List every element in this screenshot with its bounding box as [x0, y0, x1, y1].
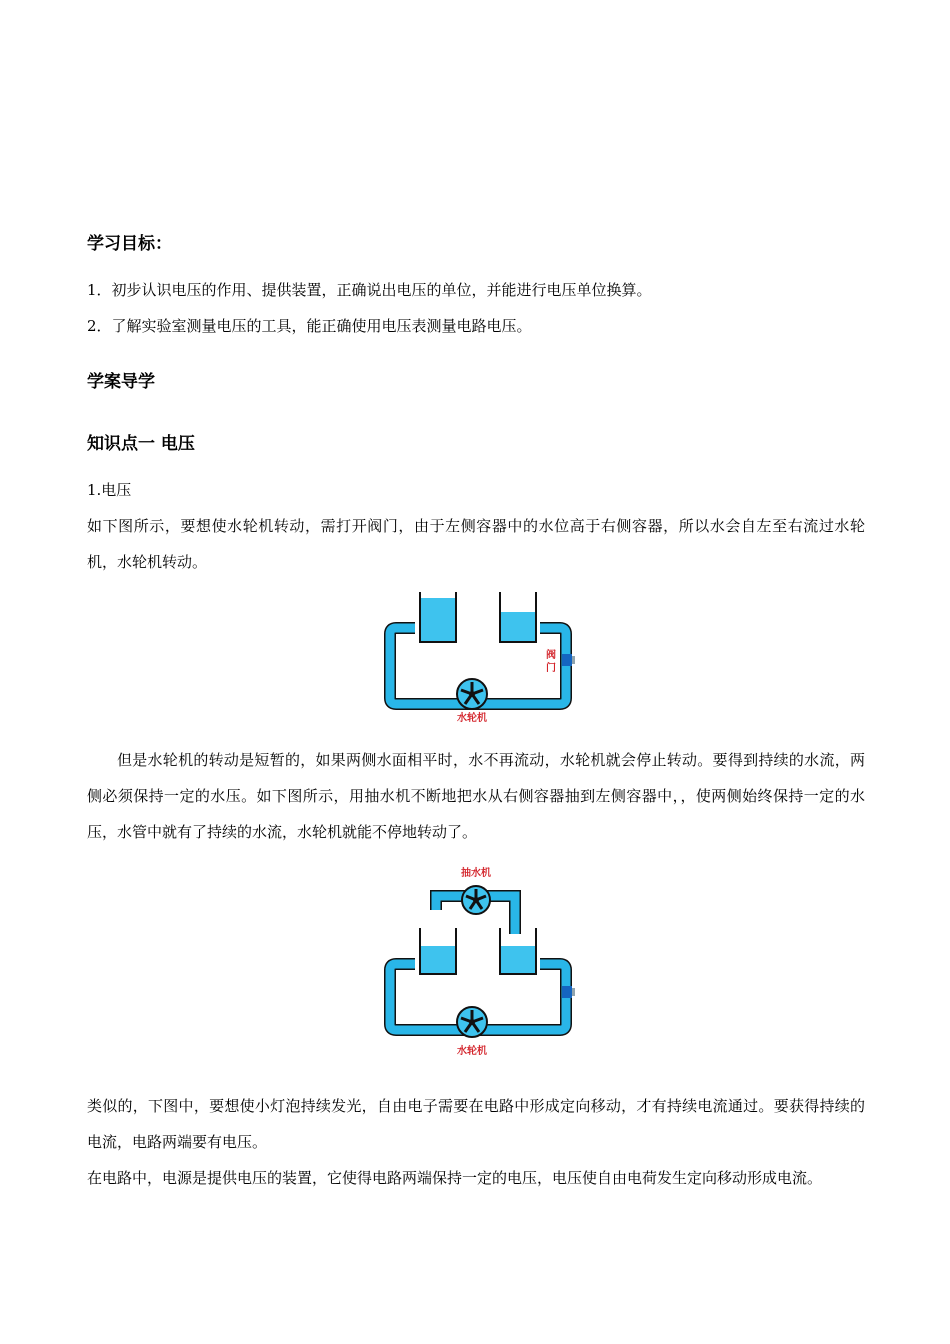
- valve-label-1: 阀: [546, 650, 556, 661]
- paragraph-2: 但是水轮机的转动是短暂的，如果两侧水面相平时，水不再流动，水轮机就会停止转动。要得到持续的水流，两侧必须保持一定的水压。如下图所示，用抽水机不断地把水从右侧容器抽到左侧容器中，，使两侧始终保持一定的水压，水管中就有了持续的水流，水轮机就能不停地转动了。: [87, 751, 865, 841]
- valve-icon: [562, 986, 572, 998]
- goal-item-2: 2．了解实验室测量电压的工具，能正确使用电压表测量电路电压。: [87, 317, 532, 335]
- turbine-icon: [457, 679, 487, 709]
- turbine-icon: [457, 1007, 487, 1037]
- water-turbine-figure: [380, 588, 580, 728]
- paragraph-3: 类似的，下图中，要想使小灯泡持续发光，自由电子需要在电路中形成定向移动，才有持续电流通过。要获得持续的电流，电路两端要有电压。: [87, 1097, 865, 1151]
- left-water: [420, 946, 456, 974]
- right-water: [500, 946, 536, 974]
- learning-goals-heading: 学习目标：: [87, 234, 172, 254]
- goal-item-1: 1．初步认识电压的作用、提供装置，正确说出电压的单位，并能进行电压单位换算。: [87, 281, 652, 299]
- pump-label: 抽水机: [461, 868, 491, 879]
- turbine-label: 水轮机: [457, 1046, 487, 1057]
- valve-label-2: 门: [546, 663, 556, 674]
- left-water: [420, 598, 456, 642]
- paragraph-4: 在电路中，电源是提供电压的装置，它使得电路两端保持一定的电压，电压使自由电荷发生定向移动形成电流。: [87, 1169, 823, 1187]
- voltage-subtitle: 1.电压: [87, 481, 132, 499]
- right-water: [500, 612, 536, 642]
- study-guide-heading: 学案导学: [87, 372, 155, 392]
- paragraph-1: 如下图所示，要想使水轮机转动，需打开阀门，由于左侧容器中的水位高于右侧容器，所以水会自左至右流过水轮机，水轮机转动。: [87, 517, 865, 571]
- valve-icon: [562, 654, 572, 666]
- knowledge-point-heading: 知识点一 电压: [87, 434, 195, 454]
- pump-turbine-figure: [380, 862, 580, 1062]
- turbine-label: 水轮机: [457, 713, 487, 724]
- pump-icon: [462, 886, 490, 914]
